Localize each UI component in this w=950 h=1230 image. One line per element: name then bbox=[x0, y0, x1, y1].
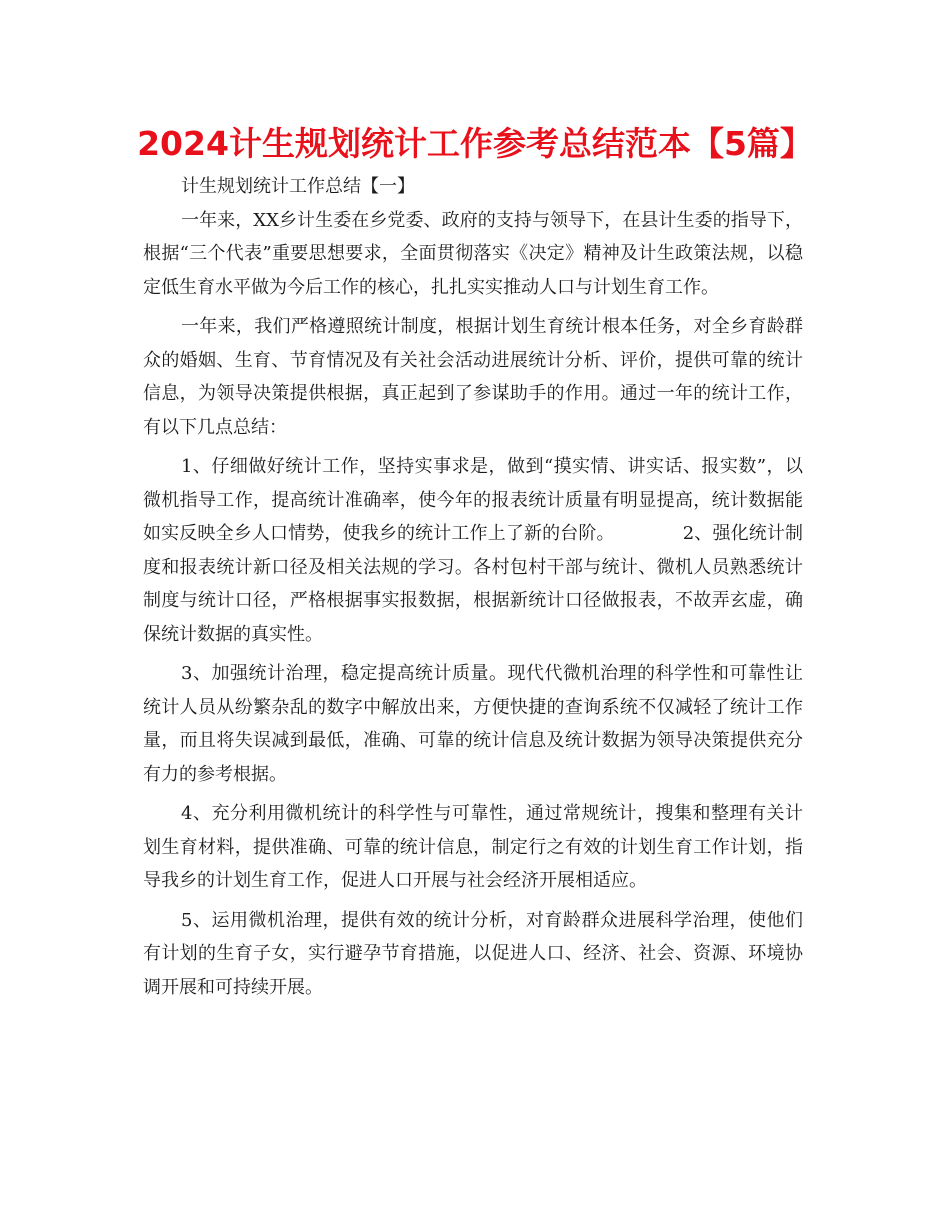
point-1-text: 1、仔细做好统计工作，坚持实事求是，做到“摸实情、讲实话、报实数”，以微机指导工作，提高统计准确率，使今年的报表统计质量有明显提高，统计数据能如实反映全乡人口情势，使我乡的统计工作上了新的台阶。 bbox=[143, 456, 803, 544]
paragraph-points-1-2 bbox=[143, 450, 803, 651]
paragraph-point-4: 4、充分利用微机统计的科学性与可靠性，通过常规统计，搜集和整理有关计划生育材料，提供准确、可靠的统计信息，制定行之有效的计划生育工作计划，指导我乡的计划生育工作，促进人口开展与社会经济开展相适应。 bbox=[143, 803, 803, 891]
paragraph-overview: 一年来，我们严格遵照统计制度，根据计划生育统计根本任务，对全乡育龄群众的婚姻、生育、节育情况及有关社会活动进展统计分析、评价，提供可靠的统计信息，为领导决策提供根据，真正起到了参谋助手的作用。通过一年的统计工作，有以下几点总结： bbox=[143, 316, 803, 438]
document-title: 2024计生规划统计工作参考总结范本【5篇】 bbox=[137, 124, 813, 163]
section-heading: 计生规划统计工作总结【一】 bbox=[181, 176, 415, 197]
paragraph-point-5: 5、运用微机治理，提供有效的统计分析，对育龄群众进展科学治理，使他们有计划的生育子女，实行避孕节育措施，以促进人口、经济、社会、资源、环境协调开展和可持续开展。 bbox=[143, 909, 803, 998]
point-2-text: 2、强化统计制度和报表统计新口径及相关法规的学习。各村包村干部与统计、微机人员熟悉统计制度与统计口径，严格根据事实报数据，根据新统计口径做报表，不故弄玄虚，确保统计数据的真实性。 bbox=[143, 523, 804, 645]
document-body bbox=[143, 170, 803, 1010]
paragraph-point-3: 3、加强统计治理，稳定提高统计质量。现代代微机治理的科学性和可靠性让统计人员从纷繁杂乱的数字中解放出来，方便快捷的查询系统不仅减轻了统计工作量，而且将失误减到最低，准确、可靠的统计信息及统计数据为领导决策提供充分有力的参考根据。 bbox=[143, 663, 803, 785]
paragraph-intro: 一年来，XX乡计生委在乡党委、政府的支持与领导下，在县计生委的指导下，根据“三个代表”重要思想要求，全面贯彻落实《决定》精神及计生政策法规，以稳定低生育水平做为今后工作的核心，扎扎实实推动人口与计划生育工作。 bbox=[143, 209, 803, 298]
